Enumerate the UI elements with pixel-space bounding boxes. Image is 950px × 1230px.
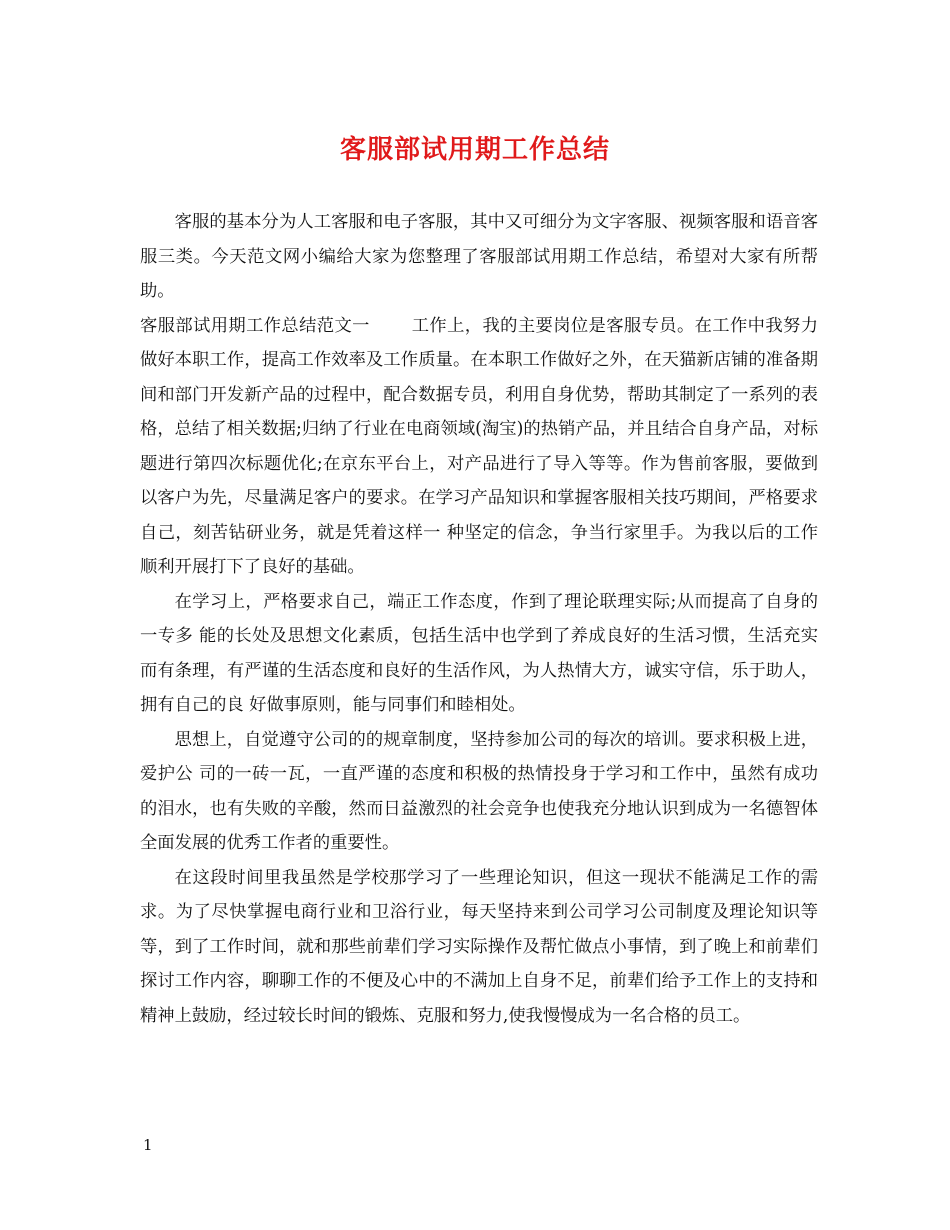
- document-title: 客服部试用期工作总结: [339, 135, 610, 165]
- paragraph-1: 工作上，我的主要岗位是客服专员。在工作中我努力做好本职工作，提高工作效率及工作质量。在本职工作做好之外，在天猫新店铺的准备期间和部门开发新产品的过程中，配合数据专员，利用自身优势，帮助其制定了一系列的表格，总结了相关数据;归纳了行业在电商领域(淘宝)的热销产品，并且结合自身产品，对标题进行第四次标题优化;在京东平台上，对产品进行了导入等等。作为售前客服，要做到以客户为先，尽量满足客户的要求。在学习产品知识和掌握客服相关技巧期间，严格要求自己，刻苦钻研业务，就是凭着这样一 种坚定的信念，争当行家里手。为我以后的工作顺利开展打下了良好的基础。: [140, 315, 818, 577]
- paragraph-3: 思想上，自觉遵守公司的的规章制度，坚持参加公司的每次的培训。要求积极上进，爱护公 司的一砖一瓦，一直严谨的态度和积极的热情投身于学习和工作中，虽然有成功的泪水，也有失败的辛酸，然而日益激烈的社会竞争也使我充分地认识到成为一名德智体全面发展的优秀工作者的重要性。: [140, 729, 818, 853]
- section-heading: 客服部试用期工作总结范文一: [140, 315, 370, 336]
- page-number: 1: [143, 1136, 153, 1154]
- document-body: [140, 205, 818, 1033]
- paragraph-4: 在这段时间里我虽然是学校那学习了一些理论知识，但这一现状不能满足工作的需求。为了尽快掌握电商行业和卫浴行业，每天坚持来到公司学习公司制度及理论知识等等，到了工作时间，就和那些前辈们学习实际操作及帮忙做点小事情，到了晚上和前辈们探讨工作内容，聊聊工作的不便及心中的不满加上自身不足，前辈们给予工作上的支持和精神上鼓励，经过较长时间的锻炼、克服和努力,使我慢慢成为一名合格的员工。: [140, 867, 818, 1026]
- section-paragraph: [140, 309, 818, 585]
- intro-paragraph: 客服的基本分为人工客服和电子客服，其中又可细分为文字客服、视频客服和语音客服三类。今天范文网小编给大家为您整理了客服部试用期工作总结，希望对大家有所帮助。: [140, 212, 818, 301]
- paragraph-2: 在学习上，严格要求自己，端正工作态度，作到了理论联理实际;从而提高了自身的一专多 能的长处及思想文化素质，包括生活中也学到了养成良好的生活习惯，生活充实而有条理，有严谨的生活态度和良好的生活作风，为人热情大方，诚实守信，乐于助人，拥有自己的良 好做事原则，能与同事们和睦相处。: [140, 591, 818, 715]
